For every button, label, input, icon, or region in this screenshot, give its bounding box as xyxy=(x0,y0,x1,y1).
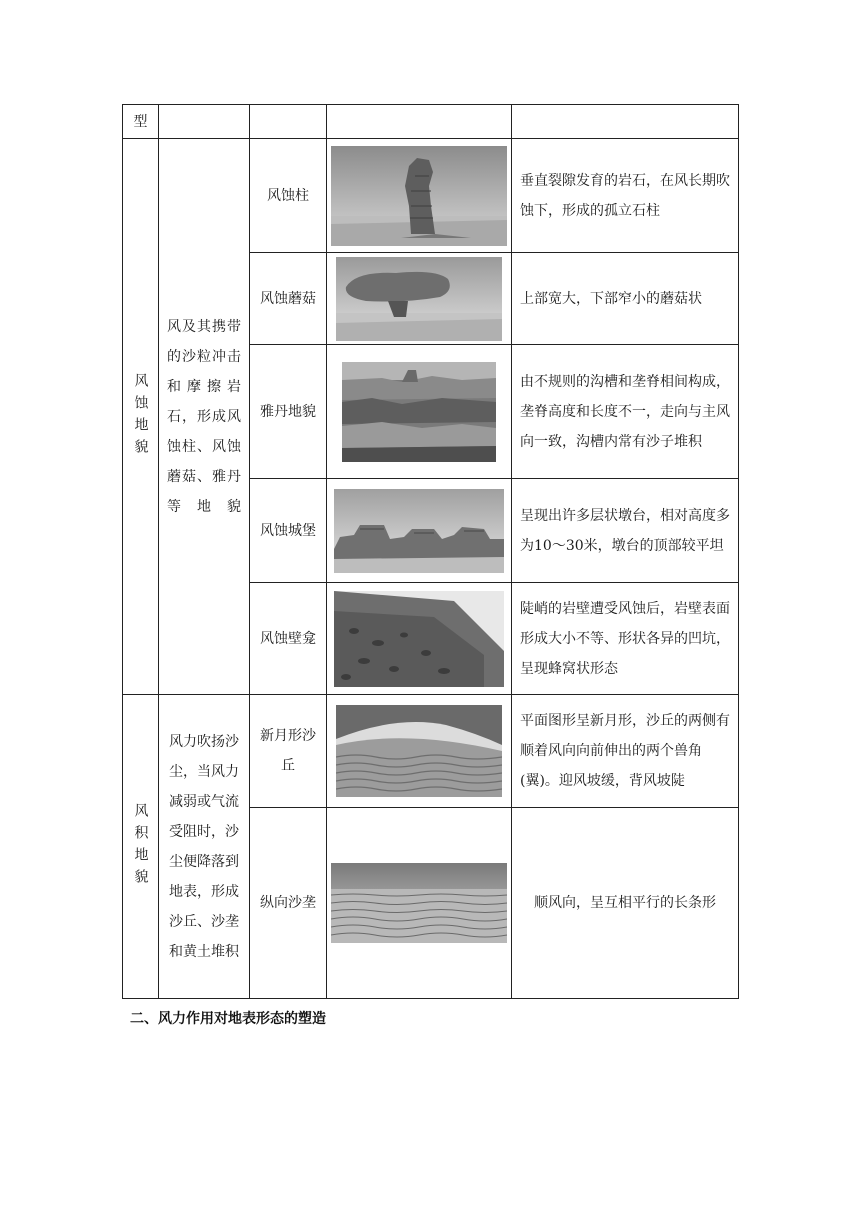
wind-eroded-castle-photo xyxy=(334,489,504,573)
landform-description: 上部宽大，下部窄小的蘑菇状 xyxy=(520,290,702,307)
type-label: 型 xyxy=(133,113,148,130)
landform-name: 风蚀蘑菇 xyxy=(260,290,316,307)
empty-cell xyxy=(159,105,250,139)
erosion-category: 风蚀地貌 xyxy=(132,372,149,461)
yardang-photo xyxy=(342,362,496,462)
landform-name-cell xyxy=(250,139,327,253)
landform-description: 顺风向，呈互相平行的长条形 xyxy=(534,895,716,911)
table-row xyxy=(123,695,739,808)
landform-description: 陡峭的岩壁遭受风蚀后，岩壁表面形成大小不等、形状各异的凹坑，呈现蜂窝状形态 xyxy=(520,600,730,677)
landform-name: 纵向沙垄 xyxy=(260,895,316,911)
landform-description: 呈现出许多层状墩台，相对高度多为10～30米，墩台的顶部较平坦 xyxy=(520,507,730,554)
table-row-top xyxy=(123,105,739,139)
landform-name-cell xyxy=(250,253,327,345)
landform-name-cell xyxy=(250,695,327,808)
landform-name: 风蚀壁龛 xyxy=(260,630,316,647)
section-heading: 二、风力作用对地表形态的塑造 xyxy=(130,1011,326,1027)
landform-image-cell xyxy=(327,583,512,695)
erosion-category-cell xyxy=(123,139,159,695)
empty-cell xyxy=(327,105,512,139)
barchan-dune-photo xyxy=(336,705,502,797)
deposition-category: 风积地貌 xyxy=(132,802,149,891)
landform-description: 由不规则的沟槽和垄脊相间构成，垄脊高度和长度不一，走向与主风向一致，沟槽内常有沙子堆积 xyxy=(520,373,730,450)
landform-image-cell xyxy=(327,479,512,583)
landform-description: 垂直裂隙发育的岩石，在风长期吹蚀下，形成的孤立石柱 xyxy=(520,172,730,219)
landform-name-cell xyxy=(250,479,327,583)
landform-name: 风蚀城堡 xyxy=(260,522,316,539)
table-row xyxy=(123,139,739,253)
landform-name-cell xyxy=(250,808,327,999)
landform-description-cell xyxy=(512,479,739,583)
landform-description: 平面图形呈新月形，沙丘的两侧有顺着风向向前伸出的两个兽角(翼)。迎风坡缓，背风坡陡 xyxy=(520,713,730,789)
landform-name: 雅丹地貌 xyxy=(260,403,316,420)
landform-name: 风蚀柱 xyxy=(267,187,309,204)
landform-description-cell xyxy=(512,695,739,808)
landform-description-cell xyxy=(512,583,739,695)
landform-name-cell xyxy=(250,583,327,695)
deposition-cause: 风力吹扬沙尘，当风力减弱或气流受阻时，沙尘便降落到地表，形成沙丘、沙垄和黄土堆积 xyxy=(169,733,239,960)
erosion-cause: 风及其携带的沙粒冲击和摩擦岩石，形成风蚀柱、风蚀蘑菇、雅丹等地貌 xyxy=(167,318,241,515)
deposition-cause-cell xyxy=(159,695,250,999)
landform-image-cell xyxy=(327,695,512,808)
landform-name: 新月形沙丘 xyxy=(260,728,316,774)
empty-cell xyxy=(512,105,739,139)
landform-description-cell xyxy=(512,345,739,479)
landform-description-cell xyxy=(512,808,739,999)
longitudinal-dune-photo xyxy=(331,863,507,943)
landform-table xyxy=(122,104,739,999)
landform-image-cell xyxy=(327,139,512,253)
landform-name-cell xyxy=(250,345,327,479)
landform-description-cell xyxy=(512,253,739,345)
erosion-cause-cell xyxy=(159,139,250,695)
landform-image-cell xyxy=(327,345,512,479)
type-cell xyxy=(123,105,159,139)
mushroom-rock-photo xyxy=(336,257,502,341)
wind-eroded-niche-photo xyxy=(334,591,504,687)
wind-erosion-pillar-photo xyxy=(331,146,507,246)
landform-description-cell xyxy=(512,139,739,253)
landform-image-cell xyxy=(327,253,512,345)
empty-cell xyxy=(250,105,327,139)
landform-image-cell xyxy=(327,808,512,999)
deposition-category-cell xyxy=(123,695,159,999)
